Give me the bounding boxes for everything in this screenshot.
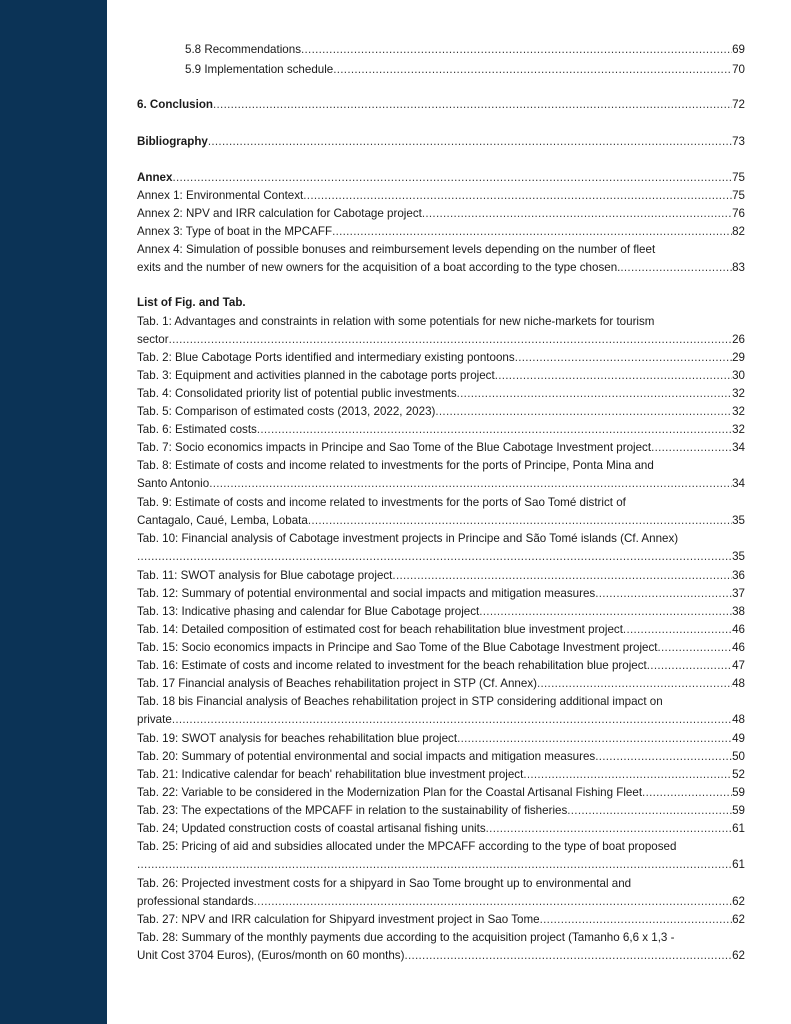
toc-entry-tab-14[interactable]: Tab. 14: Detailed composition of estimated cost for beach rehabilitation blue investment project ..... 46: [137, 621, 745, 639]
dot-leader: [623, 621, 732, 639]
dot-leader: [137, 548, 732, 566]
dot-leader: [213, 96, 732, 114]
toc-entry-tab-3[interactable]: Tab. 3: Equipment and activities planned in the cabotage ports project ..... 30: [137, 367, 745, 385]
dot-leader: [537, 675, 732, 693]
list-heading: List of Fig. and Tab.: [137, 296, 246, 309]
toc-entry-tab-10-line1[interactable]: Tab. 10: Financial analysis of Cabotage investment projects in Principe and São Tomé islands (Cf. Annex): [137, 532, 679, 545]
dot-leader: [303, 187, 732, 205]
toc-entry-tab-8-line1[interactable]: Tab. 8: Estimate of costs and income related to investments for the ports of Principe, Ponta Mina and: [137, 459, 654, 472]
toc-entry-tab-16[interactable]: Tab. 16: Estimate of costs and income related to investment for the beach rehabilitation blue project ..... 47: [137, 657, 745, 675]
toc-entry-bibliography[interactable]: Bibliography ..... 73: [137, 133, 745, 151]
toc-entry-tab-25-line2[interactable]: ..... 61: [137, 856, 745, 874]
toc-entry-annex-4-line1[interactable]: Annex 4: Simulation of possible bonuses and reimbursement levels depending on the number of fleet: [137, 243, 656, 256]
toc-entry-tab-4[interactable]: Tab. 4: Consolidated priority list of potential public investments ..... 32: [137, 385, 745, 403]
toc-entry-tab-18-line2[interactable]: private ..... 48: [137, 711, 745, 729]
toc-entry-tab-21[interactable]: Tab. 21: Indicative calendar for beach' rehabilitation blue investment project ..... 52: [137, 766, 745, 784]
dot-leader: [595, 748, 732, 766]
dot-leader: [172, 169, 732, 187]
dot-leader: [254, 893, 732, 911]
dot-leader: [523, 766, 732, 784]
dot-leader: [209, 475, 732, 493]
dot-leader: [308, 512, 732, 530]
toc-entry-tab-11[interactable]: Tab. 11: SWOT analysis for Blue cabotage project ..... 36: [137, 567, 745, 585]
toc-entry-annex-4-line2[interactable]: exits and the number of new owners for the acquisition of a boat according to the type chosen. ..... 83: [137, 259, 745, 277]
toc-entry-tab-7[interactable]: Tab. 7: Socio economics impacts in Principe and Sao Tome of the Blue Cabotage Investment project ..... 34: [137, 439, 745, 457]
toc-entry-tab-28-line1[interactable]: Tab. 28: Summary of the monthly payments due according to the acquisition project (Tamanho 6,6 x 1,3 -: [137, 931, 675, 944]
dot-leader: [540, 911, 733, 929]
toc-entry-tab-17[interactable]: Tab. 17 Financial analysis of Beaches rehabilitation project in STP (Cf. Annex) ..... 48: [137, 675, 745, 693]
dot-leader: [435, 403, 732, 421]
sidebar-band: [0, 0, 107, 1024]
toc-entry-annex[interactable]: Annex ..... 75: [137, 169, 745, 187]
dot-leader: [301, 41, 732, 59]
dot-leader: [567, 802, 732, 820]
dot-leader: [495, 367, 732, 385]
toc-entry-tab-26-line2[interactable]: professional standards ..... 62: [137, 893, 745, 911]
toc-entry-tab-20[interactable]: Tab. 20: Summary of potential environmental and social impacts and mitigation measures ..... 50: [137, 748, 745, 766]
toc-entry-tab-26-line1[interactable]: Tab. 26: Projected investment costs for a shipyard in Sao Tome brought up to environmental and: [137, 877, 632, 890]
toc-entry-tab-22[interactable]: Tab. 22: Variable to be considered in the Modernization Plan for the Coastal Artisanal Fishing Fleet ..... 59: [137, 784, 745, 802]
dot-leader: [486, 820, 732, 838]
dot-leader: [169, 331, 733, 349]
dot-leader: [333, 61, 732, 79]
dot-leader: [392, 567, 732, 585]
dot-leader: [422, 205, 732, 223]
toc-entry-tab-6[interactable]: Tab. 6: Estimated costs ..... 32: [137, 421, 745, 439]
toc-entry-tab-28-line2[interactable]: Unit Cost 3704 Euros), (Euros/month on 60 months) ..... 62: [137, 947, 745, 965]
toc-entry-tab-9-line2[interactable]: Cantagalo, Caué, Lemba, Lobata ..... 35: [137, 512, 745, 530]
dot-leader: [515, 349, 732, 367]
toc-entry-tab-18-line1[interactable]: Tab. 18 bis Financial analysis of Beaches rehabilitation project in STP considering additional impact on: [137, 695, 663, 708]
dot-leader: [457, 730, 732, 748]
toc-entry-tab-1-line1[interactable]: Tab. 1: Advantages and constraints in relation with some potentials for new niche-markets for tourism: [137, 315, 655, 328]
toc-entry-tab-8-line2[interactable]: Santo Antonio ..... 34: [137, 475, 745, 493]
dot-leader: [595, 585, 732, 603]
toc-entry-tab-15[interactable]: Tab. 15: Socio economics impacts in Principe and Sao Tome of the Blue Cabotage Investment project ..... 46: [137, 639, 745, 657]
toc-entry-tab-19[interactable]: Tab. 19: SWOT analysis for beaches rehabilitation blue project ..... 49: [137, 730, 745, 748]
toc-entry-annex-2[interactable]: Annex 2: NPV and IRR calculation for Cabotage project ..... 76: [137, 205, 745, 223]
dot-leader: [651, 439, 732, 457]
toc-entry-annex-1[interactable]: Annex 1: Environmental Context ..... 75: [137, 187, 745, 205]
toc-entry-tab-2[interactable]: Tab. 2: Blue Cabotage Ports identified and intermediary existing pontoons ..... 29: [137, 349, 745, 367]
dot-leader: [208, 133, 732, 151]
toc-entry-annex-3[interactable]: Annex 3: Type of boat in the MPCAFF ..... 82: [137, 223, 745, 241]
toc-entry-tab-23[interactable]: Tab. 23: The expectations of the MPCAFF in relation to the sustainability of fisheries ..... 59: [137, 802, 745, 820]
dot-leader: [642, 784, 732, 802]
toc-entry-tab-12[interactable]: Tab. 12: Summary of potential environmental and social impacts and mitigation measures ..... 37: [137, 585, 745, 603]
toc-entry-tab-5[interactable]: Tab. 5: Comparison of estimated costs (2013, 2022, 2023) ..... 32: [137, 403, 745, 421]
dot-leader: [647, 657, 732, 675]
dot-leader: [620, 259, 732, 277]
toc-entry-tab-13[interactable]: Tab. 13: Indicative phasing and calendar for Blue Cabotage project ..... 38: [137, 603, 745, 621]
toc-entry-tab-10-line2[interactable]: ..... 35: [137, 548, 745, 566]
toc-entry-tab-9-line1[interactable]: Tab. 9: Estimate of costs and income related to investments for the ports of Sao Tomé district of: [137, 496, 626, 509]
dot-leader: [137, 856, 732, 874]
dot-leader: [479, 603, 732, 621]
toc-entry-tab-25-line1[interactable]: Tab. 25: Pricing of aid and subsidies allocated under the MPCAFF according to the type of boat proposed: [137, 840, 677, 853]
toc-entry-tab-1-line2[interactable]: sector ..... 26: [137, 331, 745, 349]
dot-leader: [257, 421, 732, 439]
dot-leader: [404, 947, 732, 965]
dot-leader: [332, 223, 732, 241]
toc-entry-conclusion[interactable]: 6. Conclusion ..... 72: [137, 96, 745, 114]
toc-entry-tab-27[interactable]: Tab. 27: NPV and IRR calculation for Shipyard investment project in Sao Tome ..... 62: [137, 911, 745, 929]
dot-leader: [658, 639, 733, 657]
dot-leader: [172, 711, 732, 729]
dot-leader: [457, 385, 732, 403]
toc-entry-5-8[interactable]: 5.8 Recommendations ..... 69: [185, 41, 745, 59]
toc-entry-5-9[interactable]: 5.9 Implementation schedule ..... 70: [185, 61, 745, 79]
toc-entry-tab-24[interactable]: Tab. 24; Updated construction costs of coastal artisanal fishing units ..... 61: [137, 820, 745, 838]
